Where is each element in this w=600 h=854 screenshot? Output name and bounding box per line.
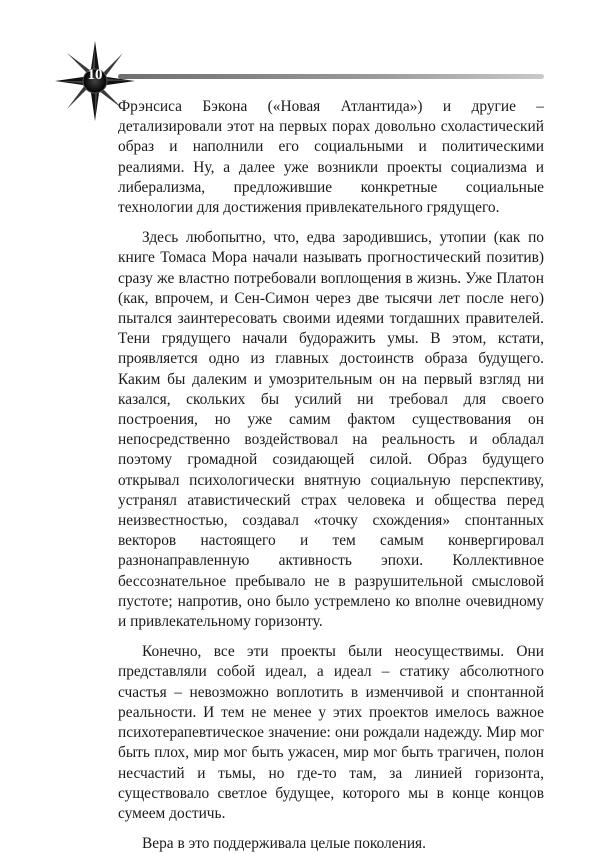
page-header [0, 0, 600, 110]
header-rule [118, 74, 544, 79]
paragraph: Фрэнсиса Бэкона («Новая Атлантида») и другие – детализировали этот на первых порах довольно схоластический образ и наполнили его социальными и политическими реалиями. Ну, а далее уже возникли проекты социализма и либерализма, предложившие конкретные социальные технологии для достижения привлекательного грядущего. [118, 98, 544, 217]
page-number: 10 [87, 67, 103, 83]
paragraph: Вера в это поддерживала целые поколения. [142, 835, 426, 853]
paragraph: Здесь любопытно, что, едва зародившись, утопии (как по книге Томаса Мора начали называть прогностический позитив) сразу же властно потребовали воплощения в жизнь. Уже Платон (как, впрочем, и Сен-Симон через две тысячи лет после него) пытался заинтересовать своими идеями тогдашних правителей. Тени грядущего начали будоражить умы. В этом, кстати, проявляется одно из главных достоинств образа будущего. Каким бы далеким и умозрительным он на первый взгляд ни казался, скольких бы усилий ни требовал для своего построения, но уже самим фактом существования он непосредственно воздействовал на реальность и обладал поэтому громадной созидающей силой. Образ будущего открывал психологически внятную социальную перспективу, устранял атавистический страх человека и общества перед неизвестностью, создавал «точку схождения» спонтанных векторов настоящего и тем самым конвергировал разнонаправленную активность эпохи. Коллективное бессознательное пребывало не в разрушительной смысловой пустоте; напротив, оно было устремлено ко вполне очевидному и привлекательному горизонту. [118, 229, 544, 631]
paragraph: Конечно, все эти проекты были неосуществимы. Они представляли собой идеал, а идеал – статику абсолютного счастья – невозможно воплотить в изменчивой и спонтанной реальности. И тем не менее у этих проектов имелось важное психотерапевтическое значение: они рождали надежду. Мир мог быть плох, мир мог быть ужасен, мир мог быть трагичен, полон несчастий и тьмы, но где-то там, за линией горизонта, существовало светлое будущее, которого мы в конце концов сумеем достичь. [118, 643, 544, 822]
body-text [118, 97, 544, 854]
